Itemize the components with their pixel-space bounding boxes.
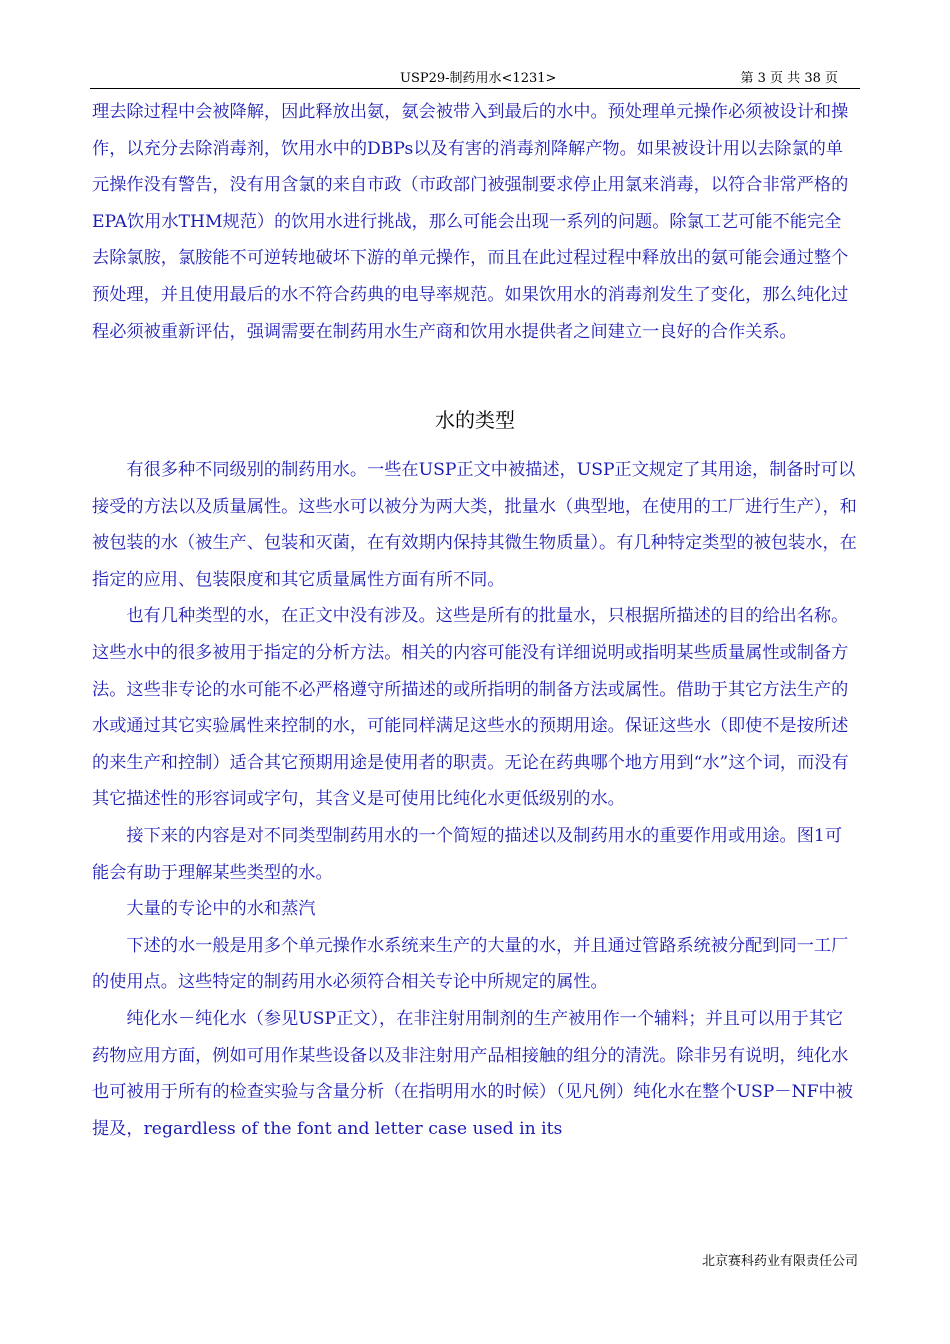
paragraph: 下述的水一般是用多个单元操作水系统来生产的大量的水，并且通过管路系统被分配到同一工厂的使用点。这些特定的制药用水必须符合相关专论中所规定的属性。 (92, 935, 849, 993)
section-title: 水的类型 (435, 408, 515, 432)
paragraph: 有很多种不同级别的制药用水。一些在USP正文中被描述，USP正文规定了其用途，制备时可以接受的方法以及质量属性。这些水可以被分为两大类，批量水（典型地，在使用的工厂进行生产），和被包装的水（被生产、包装和灭菌，在有效期内保持其微生物质量）。有几种特定类型的被包装水，在指定的应用、包装限度和其它质量属性方面有所不同。 (92, 460, 857, 590)
page-header (90, 62, 860, 89)
body-section (92, 452, 858, 1147)
paragraph: 纯化水－纯化水（参见USP正文），在非注射用制剂的生产被用作一个辅料；并且可以用于其它药物应用方面，例如可用作某些设备以及非注射用产品相接触的组分的清洗。除非另有说明，纯化水也可被用于所有的检查实验与含量分析（在指明用水的时候）（见凡例）纯化水在整个USP－NF中被提及，regardless of the font and letter case used in its (92, 1008, 853, 1139)
document-title: USP29-制药用水<1231> (400, 71, 557, 86)
paragraph: 也有几种类型的水，在正文中没有涉及。这些是所有的批量水，只根据所描述的目的给出名称。这些水中的很多被用于指定的分析方法。相关的内容可能没有详细说明或指明某些质量属性或制备方法。这些非专论的水可能不必严格遵守所描述的或所指明的制备方法或属性。借助于其它方法生产的水或通过其它实验属性来控制的水，可能同样满足这些水的预期用途。保证这些水（即使不是按所述的来生产和控制）适合其它预期用途是使用者的职责。无论在药典哪个地方用到“水”这个词，而没有其它描述性的形容词或字句，其含义是可使用比纯化水更低级别的水。 (92, 606, 849, 810)
page-footer: 北京赛科药业有限责任公司 (701, 1254, 858, 1269)
intro-section (92, 94, 858, 350)
intro-paragraph: 理去除过程中会被降解，因此释放出氨，氨会被带入到最后的水中。预处理单元操作必须被设计和操作，以充分去除消毒剂，饮用水中的DBPs以及有害的消毒剂降解产物。如果被设计用以去除氯的单元操作没有警告，没有用含氯的来自市政（市政部门被强制要求停止用氯来消毒，以符合非常严格的EPA饮用水THM规范）的饮用水进行挑战，那么可能会出现一系列的问题。除氯工艺可能不能完全去除氯胺，氯胺能不可逆转地破坏下游的单元操作，而且在此过程过程中释放出的氨可能会通过整个预处理，并且使用最后的水不符合药典的电导率规范。如果饮用水的消毒剂发生了变化，那么纯化过程必须被重新评估，强调需要在制药用水生产商和饮用水提供者之间建立一良好的合作关系。 (92, 102, 849, 342)
subheading: 大量的专论中的水和蒸汽 (126, 899, 316, 920)
paragraph: 接下来的内容是对不同类型制药用水的一个简短的描述以及制药用水的重要作用或用途。图1可能会有助于理解某些类型的水。 (92, 825, 843, 883)
page-number: 第 3 页 共 38 页 (740, 71, 838, 86)
